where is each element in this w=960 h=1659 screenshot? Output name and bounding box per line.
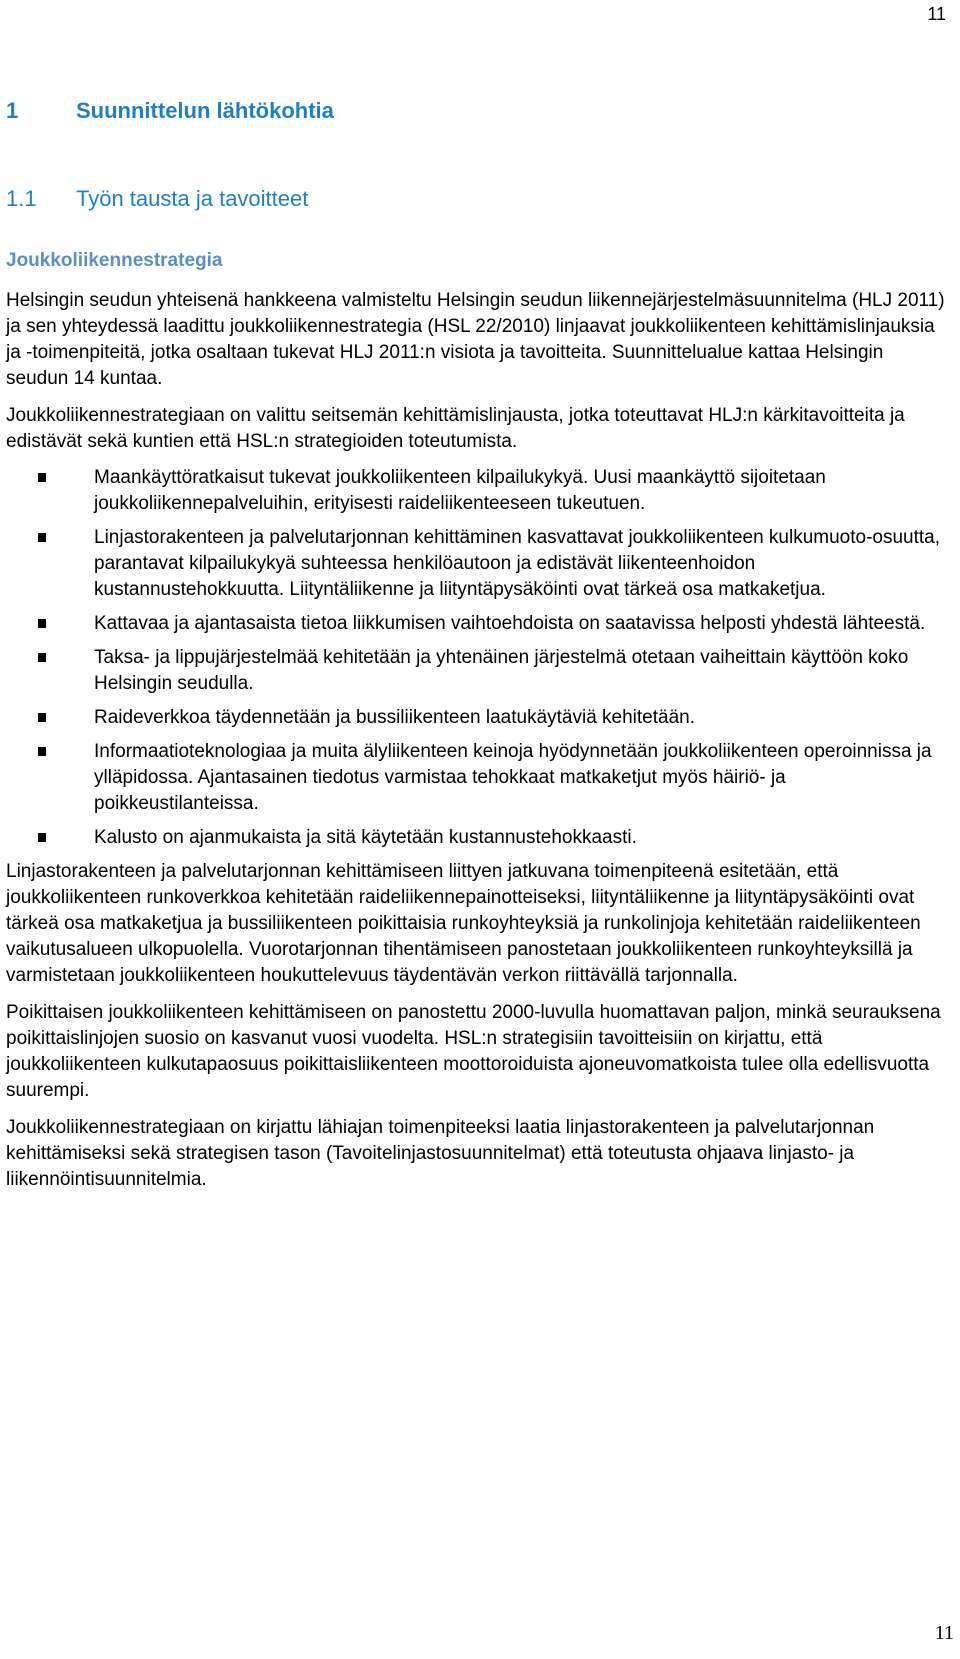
heading-2-number: 1.1 xyxy=(6,186,37,211)
square-bullet-icon xyxy=(38,713,46,722)
list-item xyxy=(6,739,946,817)
body-paragraph: Linjastorakenteen ja palvelutarjonnan kehittämiseen liittyen jatkuvana toimenpiteenä esitetään, että joukkoliikenteen runkoverkkoa kehitetään raideliikennepainotteiseksi, liityntäliikenne ja liityntäpysäköinti ovat tärkeä osa matkaketjua ja bussiliikenteen poikittaisia runkoyhteyksiä ja runkolinjoja kehitetään raideliikenteen vaikutusalueen ulkopuolella. Vuorotarjonnan tihentämiseen panostetaan joukkoliikenteen runkoyhteyksillä ja varmistetaan joukkoliikenteen houkuttelevuus täydentävän verkon riittävällä tarjonnalla. xyxy=(6,861,921,986)
heading-2-title: Työn tausta ja tavoitteet xyxy=(76,186,309,211)
list-item xyxy=(6,611,946,637)
square-bullet-icon xyxy=(38,747,46,756)
list-item xyxy=(6,465,946,517)
list-item xyxy=(6,645,946,697)
heading-1-number: 1 xyxy=(6,98,19,123)
subheading: Joukkoliikennestrategia xyxy=(6,250,223,271)
strategy-bullet-list xyxy=(6,465,946,851)
page-number-top: 11 xyxy=(927,4,946,24)
document-body xyxy=(6,98,946,1193)
body-paragraph: Joukkoliikennestrategiaan on kirjattu lähiajan toimenpiteeksi laatia linjastorakenteen ja palvelutarjonnan kehittämiseksi sekä strategisen tason (Tavoitelinjastosuunnitelmat) että toteutusta ohjaava linjasto- ja liikennöintisuunnitelmia. xyxy=(6,1117,875,1190)
list-item xyxy=(6,525,946,603)
square-bullet-icon xyxy=(38,833,46,842)
intro-paragraph: Joukkoliikennestrategiaan on valittu seitsemän kehittämislinjausta, jotka toteuttavat HLJ:n kärkitavoitteita ja edistävät sekä kuntien että HSL:n strategioiden toteutumista. xyxy=(6,405,905,452)
list-item-text: Raideverkkoa täydennetään ja bussiliikenteen laatukäytäviä kehitetään. xyxy=(94,707,696,728)
square-bullet-icon xyxy=(38,619,46,628)
heading-1-title: Suunnittelun lähtökohtia xyxy=(76,98,334,123)
list-item-text: Linjastorakenteen ja palvelutarjonnan kehittäminen kasvattavat joukkoliikenteen kulkumuoto-osuutta, parantavat kilpailukykyä suhteessa henkilöautoon ja edistävät liikenteenhoidon kustannustehokkuutta. Liityntäliikenne ja liityntäpysäköinti ovat tärkeä osa matkaketjua. xyxy=(94,527,941,600)
list-item xyxy=(6,705,946,731)
intro-paragraph: Helsingin seudun yhteisenä hankkeena valmisteltu Helsingin seudun liikennejärjestelmäsuunnitelma (HLJ 2011) ja sen yhteydessä laadittu joukkoliikennestrategia (HSL 22/2010) linjaavat joukkoliikenteen kehittämislinjauksia ja -toimenpiteitä, jotka osaltaan tukevat HLJ 2011:n visiota ja tavoitteita. Suunnittelualue kattaa Helsingin seudun 14 kuntaa. xyxy=(6,290,945,389)
square-bullet-icon xyxy=(38,533,46,542)
body-paragraph: Poikittaisen joukkoliikenteen kehittämiseen on panostettu 2000-luvulla huomattavan paljon, minkä seurauksena poikittaislinjojen suosio on kasvanut vuosi vuodelta. HSL:n strategisiin tavoitteisiin on kirjattu, että joukkoliikenteen kulkutapaosuus poikittaisliikenteen moottoroiduista ajoneuvomatkoista tulee olla edellisvuotta suurempi. xyxy=(6,1002,941,1101)
list-item-text: Taksa- ja lippujärjestelmää kehitetään ja yhtenäinen järjestelmä otetaan vaiheittain käyttöön koko Helsingin seudulla. xyxy=(94,647,909,694)
square-bullet-icon xyxy=(38,473,46,482)
heading-level-2 xyxy=(6,186,946,212)
page-number-bottom: 11 xyxy=(934,1622,954,1644)
list-item-text: Informaatioteknologiaa ja muita älyliikenteen keinoja hyödynnetään joukkoliikenteen operoinnissa ja ylläpidossa. Ajantasainen tiedotus varmistaa tehokkaat matkaketjut myös häiriö- ja poikkeustilanteissa. xyxy=(94,741,932,814)
list-item-text: Kattavaa ja ajantasaista tietoa liikkumisen vaihtoehdoista on saatavissa helposti yhdestä lähteestä. xyxy=(94,613,926,634)
square-bullet-icon xyxy=(38,653,46,662)
list-item-text: Kalusto on ajanmukaista ja sitä käytetään kustannustehokkaasti. xyxy=(94,827,637,848)
heading-level-1 xyxy=(6,98,946,124)
list-item-text: Maankäyttöratkaisut tukevat joukkoliikenteen kilpailukykyä. Uusi maankäyttö sijoitetaan joukkoliikennepalveluihin, erityisesti raideliikenteeseen tukeutuen. xyxy=(94,467,826,514)
list-item xyxy=(6,825,946,851)
